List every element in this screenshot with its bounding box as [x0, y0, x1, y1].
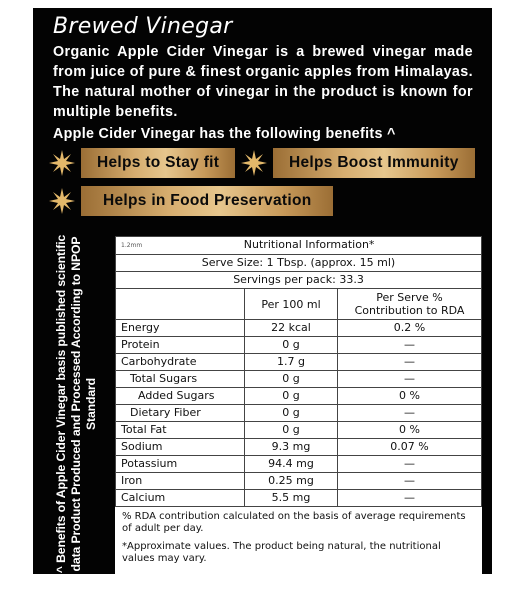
benefit-label: Helps Boost Immunity: [273, 148, 475, 178]
nutrient-per100: 0 g: [245, 337, 338, 354]
footnote-approx: *Approximate values. The product being natural, the nutritional values may vary.: [122, 541, 441, 564]
nutrient-name: Total Fat: [116, 422, 245, 439]
nutrient-per100: 0.25 mg: [245, 473, 338, 490]
side-disclaimer: ^ Benefits of Apple Cider Vinegar basis published scientific data Product Produced and Processed According to NPOP Standard: [54, 234, 98, 574]
nutrient-rda: —: [338, 371, 482, 388]
nutrient-rda: —: [338, 337, 482, 354]
footnotes: [115, 507, 482, 579]
nutrient-name: Calcium: [116, 490, 245, 507]
nutrient-name: Iron: [116, 473, 245, 490]
benefit-badge-fit: [49, 148, 235, 178]
nutrient-row: [116, 320, 482, 337]
starburst-icon: [241, 150, 267, 176]
scale-mark: 1.2mm: [121, 242, 143, 249]
page-title: Brewed Vinegar: [53, 14, 233, 39]
nutrient-rda: 0 %: [338, 388, 482, 405]
nutrient-per100: 0 g: [245, 371, 338, 388]
nutrient-row: [116, 405, 482, 422]
nutrient-name: Protein: [116, 337, 245, 354]
benefit-badge-immunity: [241, 148, 475, 178]
starburst-icon: [49, 150, 75, 176]
nutrient-row: [116, 439, 482, 456]
nutrient-rda: —: [338, 354, 482, 371]
nutrient-rda: 0.07 %: [338, 439, 482, 456]
benefits-heading: Apple Cider Vinegar has the following benefits ^: [53, 126, 396, 142]
nutrient-name: Total Sugars: [116, 371, 245, 388]
nutrient-per100: 0 g: [245, 422, 338, 439]
benefit-label: Helps in Food Preservation: [81, 186, 333, 216]
nutrition-facts: [115, 236, 482, 579]
starburst-icon: [49, 188, 75, 214]
benefit-badge-preservation: [49, 186, 333, 216]
benefit-label: Helps to Stay fit: [81, 148, 235, 178]
nutrient-name: Dietary Fiber: [116, 405, 245, 422]
nutrient-per100: 5.5 mg: [245, 490, 338, 507]
nutrient-per100: 9.3 mg: [245, 439, 338, 456]
nutrient-per100: 94.4 mg: [245, 456, 338, 473]
nutrient-name: Sodium: [116, 439, 245, 456]
nutrient-rda: 0 %: [338, 422, 482, 439]
nutrition-table: [115, 236, 482, 507]
header-rda: Per Serve % Contribution to RDA: [338, 289, 482, 320]
nutrition-heading-cell: [116, 237, 482, 255]
serve-size: Serve Size: 1 Tbsp. (approx. 15 ml): [116, 255, 482, 272]
nutrient-rda: 0.2 %: [338, 320, 482, 337]
nutrient-name: Carbohydrate: [116, 354, 245, 371]
nutrient-name: Added Sugars: [116, 388, 245, 405]
nutrient-row: [116, 456, 482, 473]
nutrient-per100: 0 g: [245, 405, 338, 422]
nutrient-row: [116, 371, 482, 388]
nutrient-row: [116, 473, 482, 490]
nutrient-per100: 22 kcal: [245, 320, 338, 337]
nutrient-row: [116, 388, 482, 405]
nutrient-row: [116, 490, 482, 507]
nutrient-row: [116, 354, 482, 371]
nutrient-name: Potassium: [116, 456, 245, 473]
intro-paragraph: Organic Apple Cider Vinegar is a brewed vinegar made from juice of pure & finest organic apples from Himalayas. The natural mother of vinegar in the product is known for multiple benefits.: [53, 44, 473, 120]
header-blank: [116, 289, 245, 320]
footnote-rda: % RDA contribution calculated on the basis of average requirements of adult per day.: [122, 511, 466, 534]
nutrient-rda: —: [338, 490, 482, 507]
nutrition-heading: Nutritional Information*: [243, 238, 375, 251]
nutrient-rda: —: [338, 456, 482, 473]
header-per-100ml: Per 100 ml: [245, 289, 338, 320]
nutrient-row: [116, 337, 482, 354]
nutrient-name: Energy: [116, 320, 245, 337]
nutrient-per100: 0 g: [245, 388, 338, 405]
servings-per-pack: Servings per pack: 33.3: [116, 272, 482, 289]
nutrient-rda: —: [338, 405, 482, 422]
nutrient-row: [116, 422, 482, 439]
nutrient-per100: 1.7 g: [245, 354, 338, 371]
label-panel: [33, 8, 492, 574]
nutrient-rda: —: [338, 473, 482, 490]
